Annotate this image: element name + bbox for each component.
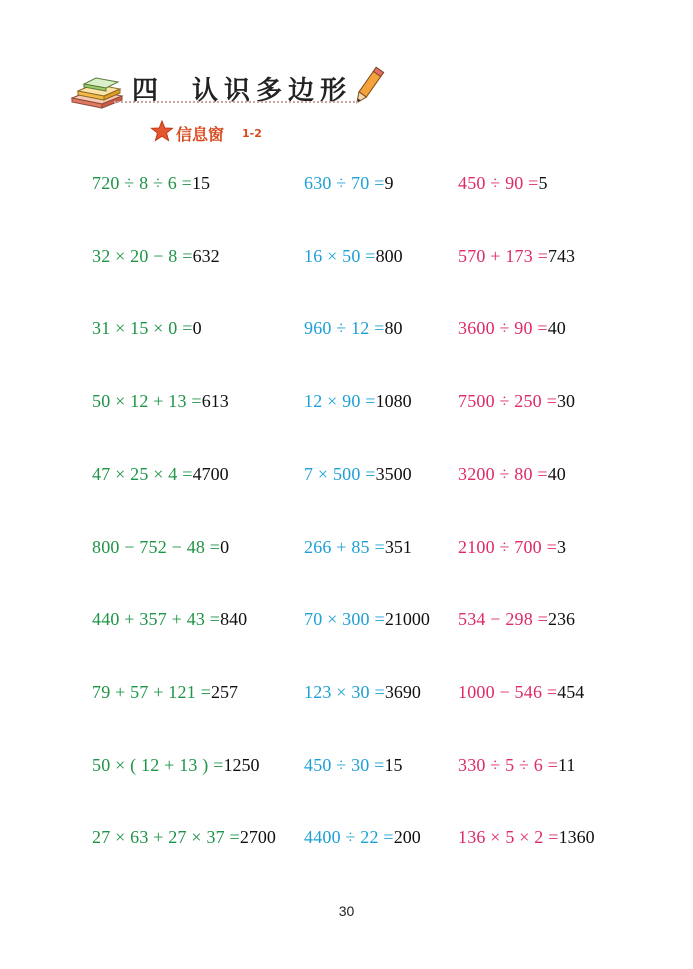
page-number: 30 — [338, 903, 355, 919]
equation-c3-r7 — [458, 608, 575, 630]
equation-answer: 4700 — [192, 463, 229, 484]
equation-c2-r3 — [304, 317, 403, 339]
equation-answer: 257 — [210, 681, 238, 702]
equation-answer: 1080 — [375, 391, 412, 412]
equation-expression: 27 × 63 + 27 × 37 = — [92, 827, 240, 848]
equation-answer: 5 — [538, 173, 548, 193]
equation-c2-r7 — [304, 608, 430, 630]
equation-answer: 3690 — [384, 681, 421, 702]
equation-c1-r5 — [92, 463, 229, 485]
equation-answer: 454 — [557, 681, 585, 702]
equation-answer: 613 — [201, 391, 229, 412]
equation-answer: 743 — [548, 245, 576, 266]
equation-answer: 40 — [547, 463, 566, 484]
equation-expression: 450 ÷ 90 = — [458, 173, 539, 193]
equation-expression: 123 × 30 = — [304, 681, 385, 702]
equation-answer: 80 — [384, 318, 403, 339]
equation-c1-r9 — [92, 754, 260, 776]
equation-expression: 3600 ÷ 90 = — [458, 318, 548, 339]
equation-c3-r5 — [458, 463, 566, 485]
equation-c3-r3 — [458, 317, 566, 339]
equation-c1-r2 — [92, 245, 220, 267]
equation-expression: 50 × 12 + 13 = — [92, 391, 202, 412]
equation-expression: 32 × 20 − 8 = — [92, 245, 193, 266]
equation-answer: 200 — [393, 827, 421, 848]
equation-c2-r1 — [304, 172, 394, 194]
equation-expression: 3200 ÷ 80 = — [458, 463, 548, 484]
equation-c2-r6 — [304, 536, 412, 558]
equation-answer: 840 — [220, 609, 248, 630]
equation-c2-r5 — [304, 463, 412, 485]
equation-c2-r10 — [304, 826, 421, 848]
equation-c3-r6 — [458, 536, 566, 558]
equation-expression: 47 × 25 × 4 = — [92, 463, 193, 484]
equation-expression: 1000 − 546 = — [458, 681, 558, 702]
equation-answer: 3 — [556, 536, 566, 557]
equation-c1-r1 — [92, 172, 210, 194]
equation-expression: 450 ÷ 30 = — [304, 754, 385, 775]
equation-expression: 50 × ( 12 + 13 ) = — [92, 754, 224, 775]
equation-c2-r2 — [304, 245, 403, 267]
equation-c1-r6 — [92, 536, 229, 558]
equation-expression: 960 ÷ 12 = — [304, 318, 385, 339]
equation-c3-r9 — [458, 754, 575, 776]
equation-answer: 15 — [384, 754, 403, 775]
equation-expression: 440 + 357 + 43 = — [92, 609, 221, 630]
equation-answer: 15 — [192, 173, 211, 193]
equation-expression: 266 + 85 = — [304, 536, 385, 557]
equation-expression: 534 − 298 = — [458, 609, 549, 630]
equation-expression: 720 ÷ 8 ÷ 6 = — [92, 173, 193, 193]
equation-answer: 3500 — [375, 463, 412, 484]
equation-c3-r8 — [458, 681, 584, 703]
equation-expression: 7500 ÷ 250 = — [458, 391, 557, 412]
chapter-title: 认识多边形 — [192, 76, 353, 106]
equation-c3-r4 — [458, 390, 575, 412]
equation-answer: 0 — [192, 318, 202, 339]
equation-answer: 11 — [558, 754, 576, 775]
equation-expression: 570 + 173 = — [458, 245, 549, 266]
equation-expression: 7 × 500 = — [304, 463, 376, 484]
subheader-label: 信息窗 — [176, 125, 225, 144]
equation-c1-r7 — [92, 608, 247, 630]
equation-expression: 330 ÷ 5 ÷ 6 = — [458, 754, 559, 775]
equation-answer: 9 — [384, 173, 394, 193]
equation-c1-r4 — [92, 390, 229, 412]
equation-answer: 40 — [547, 318, 566, 339]
equation-c1-r8 — [92, 681, 238, 703]
equation-answer: 30 — [556, 391, 575, 412]
equation-answer: 800 — [375, 245, 403, 266]
equation-expression: 136 × 5 × 2 = — [458, 827, 559, 848]
equation-answer: 2700 — [239, 827, 276, 848]
equation-expression: 70 × 300 = — [304, 609, 385, 630]
equation-c2-r4 — [304, 390, 412, 412]
equation-answer: 21000 — [384, 609, 430, 630]
equation-c3-r1 — [458, 172, 548, 194]
equation-answer: 236 — [548, 609, 576, 630]
equation-c2-r9 — [304, 754, 403, 776]
equation-expression: 630 ÷ 70 = — [304, 173, 385, 193]
equation-answer: 632 — [192, 245, 220, 266]
equation-expression: 16 × 50 = — [304, 245, 376, 266]
equation-answer: 351 — [384, 536, 412, 557]
equation-expression: 31 × 15 × 0 = — [92, 318, 193, 339]
equation-c2-r8 — [304, 681, 421, 703]
equation-expression: 4400 ÷ 22 = — [304, 827, 394, 848]
equation-c1-r10 — [92, 826, 276, 848]
equation-expression: 79 + 57 + 121 = — [92, 681, 211, 702]
equation-answer: 1250 — [223, 754, 260, 775]
equation-expression: 800 − 752 − 48 = — [92, 536, 221, 557]
equation-c3-r2 — [458, 245, 575, 267]
equation-c1-r3 — [92, 317, 202, 339]
chapter-number: 四 — [132, 76, 161, 106]
equation-answer: 1360 — [558, 827, 595, 848]
subheader-range: 1-2 — [242, 127, 262, 140]
equation-expression: 12 × 90 = — [304, 391, 376, 412]
equation-answer: 0 — [220, 536, 230, 557]
equation-expression: 2100 ÷ 700 = — [458, 536, 557, 557]
equation-c3-r10 — [458, 826, 595, 848]
